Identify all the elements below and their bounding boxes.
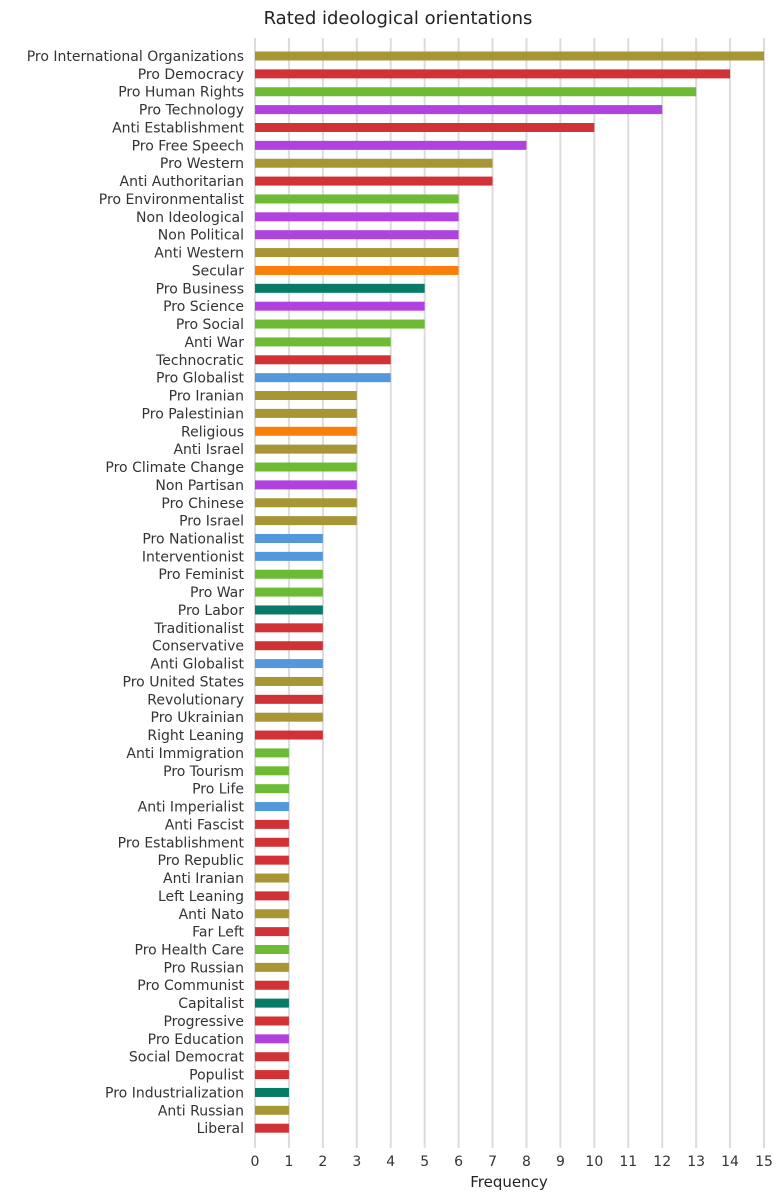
bar — [255, 891, 289, 900]
bar — [255, 516, 357, 525]
x-tick-labels — [251, 1154, 773, 1170]
category-label: Pro War — [190, 585, 244, 602]
x-tick-label: 10 — [585, 1154, 604, 1170]
bar — [255, 1124, 289, 1133]
x-tick-label: 2 — [318, 1154, 328, 1170]
bar — [255, 498, 357, 507]
bar — [255, 52, 764, 61]
x-axis-label: Frequency — [470, 1173, 548, 1191]
x-tick-label: 1 — [284, 1154, 294, 1170]
category-label: Pro Ukrainian — [150, 710, 244, 727]
bar — [255, 302, 425, 311]
bar — [255, 1052, 289, 1061]
x-tick-label: 9 — [555, 1154, 565, 1170]
category-label: Pro Chinese — [161, 495, 244, 512]
x-tick-label: 6 — [454, 1154, 464, 1170]
category-label: Pro Human Rights — [118, 84, 244, 101]
category-label: Pro Climate Change — [105, 460, 244, 477]
category-label: Pro Health Care — [134, 942, 244, 959]
bar — [255, 623, 323, 632]
chart-title: Rated ideological orientations — [263, 8, 533, 29]
bar — [255, 337, 391, 346]
x-tick-label: 3 — [352, 1154, 362, 1170]
bar — [255, 820, 289, 829]
category-labels — [27, 49, 245, 1137]
bar — [255, 1106, 289, 1115]
bar — [255, 391, 357, 400]
bar — [255, 1034, 289, 1043]
bar — [255, 69, 730, 78]
category-label: Pro Science — [163, 299, 244, 316]
category-label: Anti Israel — [173, 442, 244, 459]
category-label: Pro Free Speech — [131, 138, 244, 155]
bar — [255, 909, 289, 918]
bar — [255, 838, 289, 847]
bar — [255, 659, 323, 668]
category-label: Pro Business — [155, 281, 244, 298]
bar — [255, 141, 526, 150]
bar — [255, 194, 459, 203]
category-label: Anti Imperialist — [137, 799, 244, 816]
category-label: Liberal — [196, 1121, 244, 1138]
bar — [255, 373, 391, 382]
x-tick-label: 14 — [721, 1154, 739, 1170]
bar — [255, 713, 323, 722]
category-label: Pro Environmentalist — [98, 191, 244, 208]
category-label: Pro Palestinian — [141, 406, 244, 423]
x-tick-label: 11 — [619, 1154, 638, 1170]
bar — [255, 784, 289, 793]
category-label: Pro Globalist — [156, 370, 244, 387]
bar — [255, 874, 289, 883]
category-label: Interventionist — [141, 549, 244, 566]
bar — [255, 963, 289, 972]
bar — [255, 87, 696, 96]
x-tick-label: 12 — [653, 1154, 672, 1170]
bar — [255, 766, 289, 775]
bar — [255, 445, 357, 454]
category-label: Religious — [181, 424, 244, 441]
x-tick-label: 0 — [250, 1154, 260, 1170]
category-label: Capitalist — [178, 996, 244, 1013]
bar — [255, 159, 493, 168]
bar — [255, 731, 323, 740]
bar — [255, 1088, 289, 1097]
x-tick-label: 4 — [386, 1154, 396, 1170]
category-label: Anti Establishment — [112, 120, 244, 137]
category-label: Pro International Organizations — [26, 49, 244, 65]
bar — [255, 999, 289, 1008]
category-label: Anti Western — [154, 245, 244, 262]
category-label: Pro Technology — [138, 102, 244, 119]
bar — [255, 552, 323, 561]
category-label: Pro Education — [147, 1031, 244, 1048]
category-label: Pro Republic — [157, 853, 244, 870]
category-label: Pro Russian — [163, 960, 244, 977]
category-label: Pro Tourism — [163, 763, 244, 780]
category-label: Anti Immigration — [126, 745, 244, 762]
category-label: Non Ideological — [136, 209, 244, 226]
category-label: Pro Industrialization — [105, 1085, 244, 1102]
bar — [255, 123, 594, 132]
x-tick-label: 15 — [755, 1154, 773, 1170]
category-label: Conservative — [151, 638, 244, 655]
category-label: Non Political — [157, 227, 244, 244]
bar — [255, 748, 289, 757]
bar — [255, 266, 459, 275]
category-label: Traditionalist — [154, 620, 244, 637]
category-label: Far Left — [192, 924, 244, 941]
category-label: Secular — [191, 263, 244, 280]
category-label: Anti Globalist — [150, 656, 244, 673]
category-label: Progressive — [163, 1013, 244, 1030]
category-label: Pro Western — [159, 156, 244, 173]
category-label: Social Democrat — [128, 1049, 244, 1066]
bar — [255, 1016, 289, 1025]
x-tick-label: 5 — [420, 1154, 430, 1170]
category-label: Pro Democracy — [137, 66, 244, 83]
category-label: Anti Russian — [157, 1103, 244, 1120]
category-label: Revolutionary — [147, 692, 244, 709]
bar — [255, 927, 289, 936]
bar — [255, 212, 459, 221]
bar — [255, 427, 357, 436]
category-label: Anti Nato — [178, 906, 244, 923]
x-tick-label: 13 — [687, 1154, 706, 1170]
bar — [255, 945, 289, 954]
bar — [255, 230, 459, 239]
grid-lines — [255, 38, 764, 1148]
category-label: Pro Israel — [179, 513, 244, 530]
bar — [255, 105, 662, 114]
category-label: Right Leaning — [147, 728, 244, 745]
bar — [255, 177, 493, 186]
category-label: Left Leaning — [157, 888, 244, 905]
category-label: Non Partisan — [155, 477, 244, 494]
category-label: Anti Fascist — [164, 817, 244, 834]
bar — [255, 588, 323, 597]
bar — [255, 409, 357, 418]
bar — [255, 802, 289, 811]
x-tick-label: 8 — [522, 1154, 531, 1170]
bar — [255, 248, 459, 257]
bar — [255, 355, 391, 364]
category-label: Pro United States — [122, 674, 244, 691]
category-label: Pro Life — [192, 781, 244, 798]
category-label: Pro Establishment — [117, 835, 244, 852]
bar — [255, 641, 323, 650]
category-label: Pro Labor — [177, 602, 244, 619]
bar — [255, 605, 323, 614]
bar — [255, 284, 425, 293]
category-label: Populist — [189, 1067, 244, 1084]
bar — [255, 320, 425, 329]
category-label: Pro Social — [175, 317, 244, 334]
bar — [255, 534, 323, 543]
category-label: Pro Nationalist — [142, 531, 244, 548]
category-label: Anti War — [184, 334, 244, 351]
bar — [255, 981, 289, 990]
category-label: Anti Iranian — [163, 871, 244, 888]
category-label: Pro Feminist — [158, 567, 244, 584]
bars — [255, 52, 764, 1133]
category-label: Pro Communist — [137, 978, 244, 995]
bar — [255, 856, 289, 865]
bar — [255, 480, 357, 489]
bar — [255, 570, 323, 579]
category-label: Anti Authoritarian — [119, 174, 244, 191]
category-label: Pro Iranian — [168, 388, 244, 405]
bar — [255, 1070, 289, 1079]
category-label: Technocratic — [156, 352, 244, 369]
bar — [255, 677, 323, 686]
bar — [255, 695, 323, 704]
bar — [255, 463, 357, 472]
x-tick-label: 7 — [488, 1154, 497, 1170]
